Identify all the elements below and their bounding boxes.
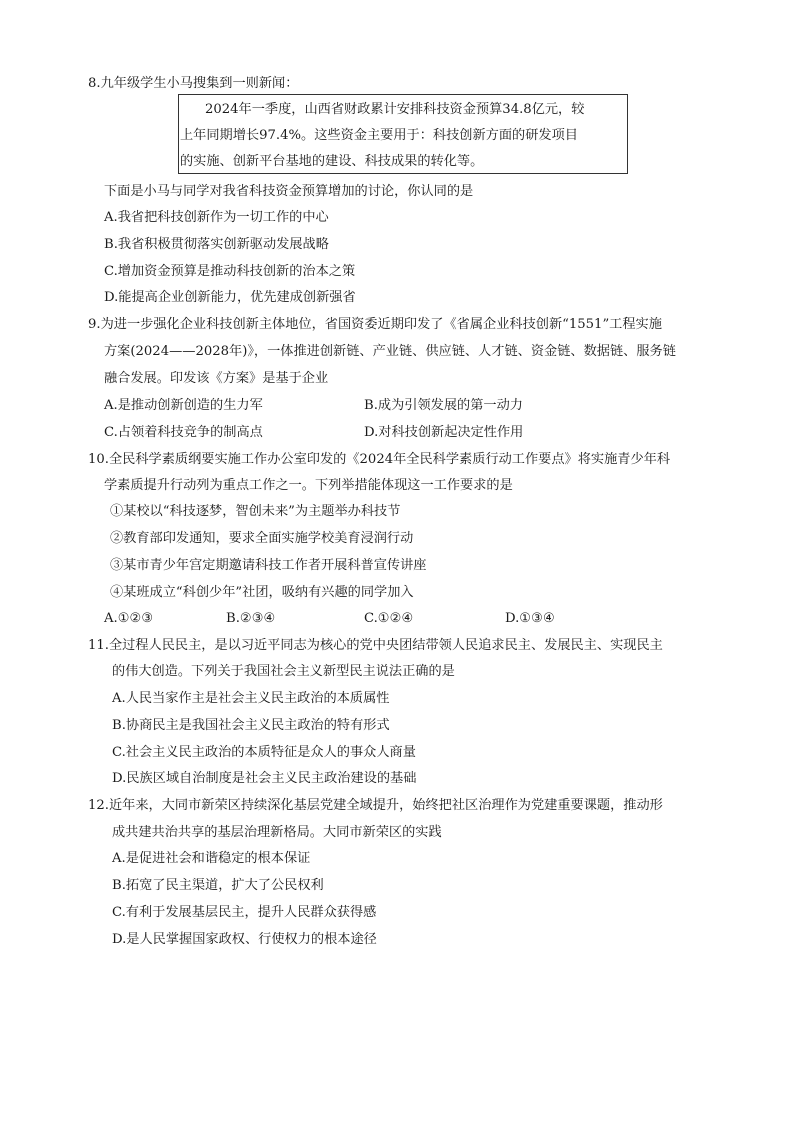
- q8-stem: 8.九年级学生小马搜集到一则新闻：: [88, 76, 299, 91]
- q8-option-c: C.增加资金预算是推动科技创新的治本之策: [104, 264, 356, 279]
- q8-news-line-1: 2024年一季度，山西省财政累计安排科技资金预算34.8亿元，较: [205, 102, 585, 117]
- q12-option-a: A.是促进社会和谐稳定的根本保证: [112, 851, 311, 866]
- q10-option-a: A.①②③: [104, 611, 154, 626]
- q9-option-d: D.对科技创新起决定性作用: [364, 425, 524, 440]
- q8-news-box: [178, 94, 628, 174]
- q10-stem-line-2: 学素质提升行动列为重点工作之一。下列举措能体现这一工作要求的是: [104, 478, 513, 493]
- q12-stem-line-1: 12.近年来，大同市新荣区持续深化基层党建全域提升，始终把社区治理作为党建重要课题，推动形: [88, 798, 663, 813]
- q11-option-c: C.社会主义民主政治的本质特征是众人的事众人商量: [112, 745, 416, 760]
- q8-news-line-2: 上年同期增长97.4%。这些资金主要用于：科技创新方面的研发项目: [180, 128, 578, 143]
- q8-option-d: D.能提高企业创新能力，优先建成创新强省: [104, 290, 356, 305]
- q12-option-c: C.有利于发展基层民主，提升人民群众获得感: [112, 905, 377, 920]
- q11-option-b: B.协商民主是我国社会主义民主政治的特有形式: [112, 718, 390, 733]
- q9-option-c: C.占领着科技竞争的制高点: [104, 425, 263, 440]
- q12-option-b: B.拓宽了民主渠道，扩大了公民权利: [112, 878, 324, 893]
- q9-stem-line-2: 方案(2024——2028年)》，一体推进创新链、产业链、供应链、人才链、资金链、数据链、服务链: [104, 344, 676, 359]
- q10-item-1: ①某校以“科技逐梦，智创未来”为主题举办科技节: [110, 504, 401, 519]
- q11-option-d: D.民族区域自治制度是社会主义民主政治建设的基础: [112, 771, 417, 786]
- q10-item-2: ②教育部印发通知，要求全面实施学校美育浸润行动: [110, 531, 414, 546]
- q8-option-b: B.我省积极贯彻落实创新驱动发展战略: [104, 237, 329, 252]
- q9-option-a: A.是推动创新创造的生力军: [104, 398, 263, 413]
- q9-option-b: B.成为引领发展的第一动力: [364, 398, 523, 413]
- q9-stem-line-3: 融合发展。印发该《方案》是基于企业: [104, 371, 329, 386]
- q8-news-line-3: 的实施、创新平台基地的建设、科技成果的转化等。: [180, 154, 484, 169]
- q11-stem-line-2: 的伟大创造。下列关于我国社会主义新型民主说法正确的是: [112, 664, 455, 679]
- q12-stem-line-2: 成共建共治共享的基层治理新格局。大同市新荣区的实践: [112, 825, 442, 840]
- q12-option-d: D.是人民掌握国家政权、行使权力的根本途径: [112, 932, 377, 947]
- q10-option-c: C.①②④: [364, 611, 414, 626]
- q8-option-a: A.我省把科技创新作为一切工作的中心: [104, 210, 329, 225]
- q10-item-4: ④某班成立“科创少年”社团，吸纳有兴趣的同学加入: [110, 585, 414, 600]
- q11-stem-line-1: 11.全过程人民民主，是以习近平同志为核心的党中央团结带领人民追求民主、发展民主、实现民主: [88, 638, 663, 653]
- q10-item-3: ③某市青少年宫定期邀请科技工作者开展科普宣传讲座: [110, 558, 427, 573]
- q9-stem-line-1: 9.为进一步强化企业科技创新主体地位，省国资委近期印发了《省属企业科技创新“1551”工程实施: [88, 317, 662, 332]
- q10-option-b: B.②③④: [226, 611, 276, 626]
- q10-option-d: D.①③④: [505, 611, 555, 626]
- q11-option-a: A.人民当家作主是社会主义民主政治的本质属性: [112, 691, 390, 706]
- q10-stem-line-1: 10.全民科学素质纲要实施工作办公室印发的《2024年全民科学素质行动工作要点》将实施青少年科: [88, 452, 671, 467]
- q8-question: 下面是小马与同学对我省科技资金预算增加的讨论，你认同的是: [104, 184, 474, 199]
